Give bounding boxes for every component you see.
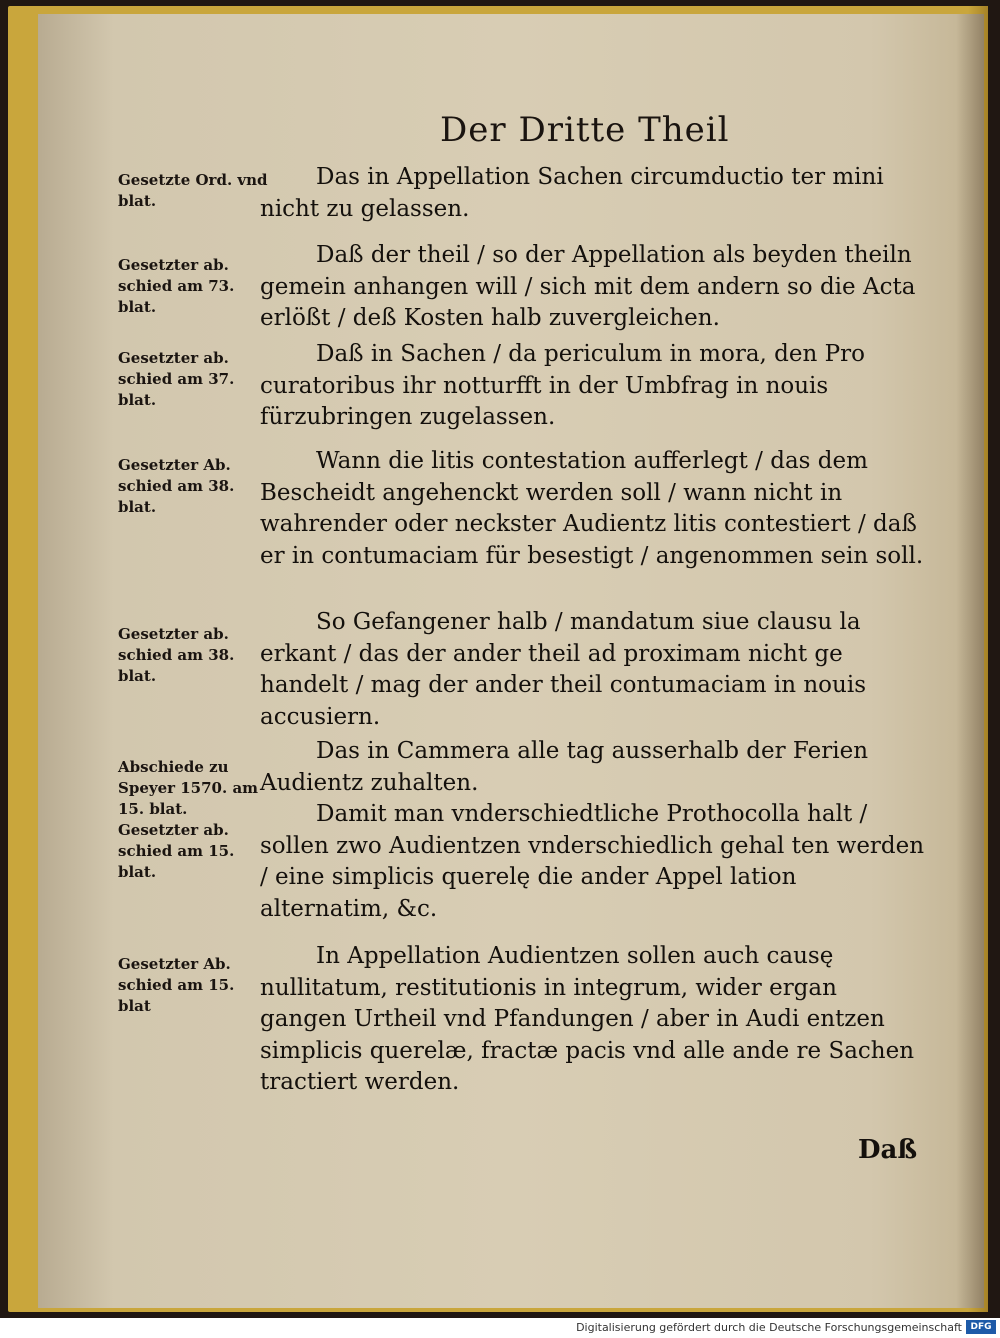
margin-note-3: Gesetzter ab. schied am 37. blat.: [118, 349, 235, 409]
margin-note-2: Gesetzter ab. schied am 73. blat.: [118, 256, 235, 316]
catchword: Daß: [858, 1135, 918, 1165]
running-header: Der Dritte Theil: [440, 110, 730, 150]
margin-note-6: Abschiede zu Speyer 1570. am 15. blat. Gesetzter ab. schied am 15. blat.: [118, 758, 259, 881]
paragraph-5: So Gefangener halb / mandatum siue clausu la erkant / das der ander theil ad proximam nicht ge handelt / mag der ander theil contumaciam in nouis accusiern.: [260, 609, 866, 730]
footer-bar: [0, 1318, 1000, 1338]
margin-note-7: Gesetzter Ab. schied am 15. blat: [118, 955, 235, 1015]
paragraph-7: Damit man vnderschiedtliche Prothocolla halt / sollen zwo Audientzen vnderschiedlich gehal ten werden / eine simplicis querelę die ander Appel lation alternatim, &c.: [260, 801, 925, 922]
paragraph-3: Daß in Sachen / da periculum in mora, den Pro curatoribus ihr notturfft in der Umbfrag in nouis fürzubringen zugelassen.: [260, 341, 865, 430]
funding-credit: Digitalisierung gefördert durch die Deutsche Forschungsgemeinschaft: [576, 1321, 962, 1334]
margin-note-1: Gesetzte Ord. vnd blat.: [118, 171, 268, 210]
dfg-logo: DFG: [966, 1320, 996, 1334]
paragraph-6: Das in Cammera alle tag ausserhalb der Ferien Audientz zuhalten.: [260, 738, 869, 796]
margin-note-5: Gesetzter ab. schied am 38. blat.: [118, 625, 235, 685]
paragraph-1: Das in Appellation Sachen circumductio ter mini nicht zu gelassen.: [260, 164, 884, 222]
paragraph-8: In Appellation Audientzen sollen auch causę nullitatum, restitutionis in integrum, wider ergan gangen Urtheil vnd Pfandungen / aber in Audi entzen simplicis querelæ, fractæ pacis vnd alle ande re Sachen tractiert werden.: [260, 943, 915, 1095]
paragraph-4: Wann die litis contestation aufferlegt / das dem Bescheidt angehenckt werden soll / wann nicht in wahrender oder neckster Audientz litis contestiert / daß er in contumaciam für besestigt / angenommen sein soll.: [260, 448, 924, 569]
margin-note-4: Gesetzter Ab. schied am 38. blat.: [118, 456, 235, 516]
gutter-shadow: [956, 14, 984, 1308]
paragraph-2: Daß der theil / so der Appellation als beyden theiln gemein anhangen will / sich mit dem andern so die Acta erlößt / deß Kosten halb zuvergleichen.: [260, 242, 916, 331]
